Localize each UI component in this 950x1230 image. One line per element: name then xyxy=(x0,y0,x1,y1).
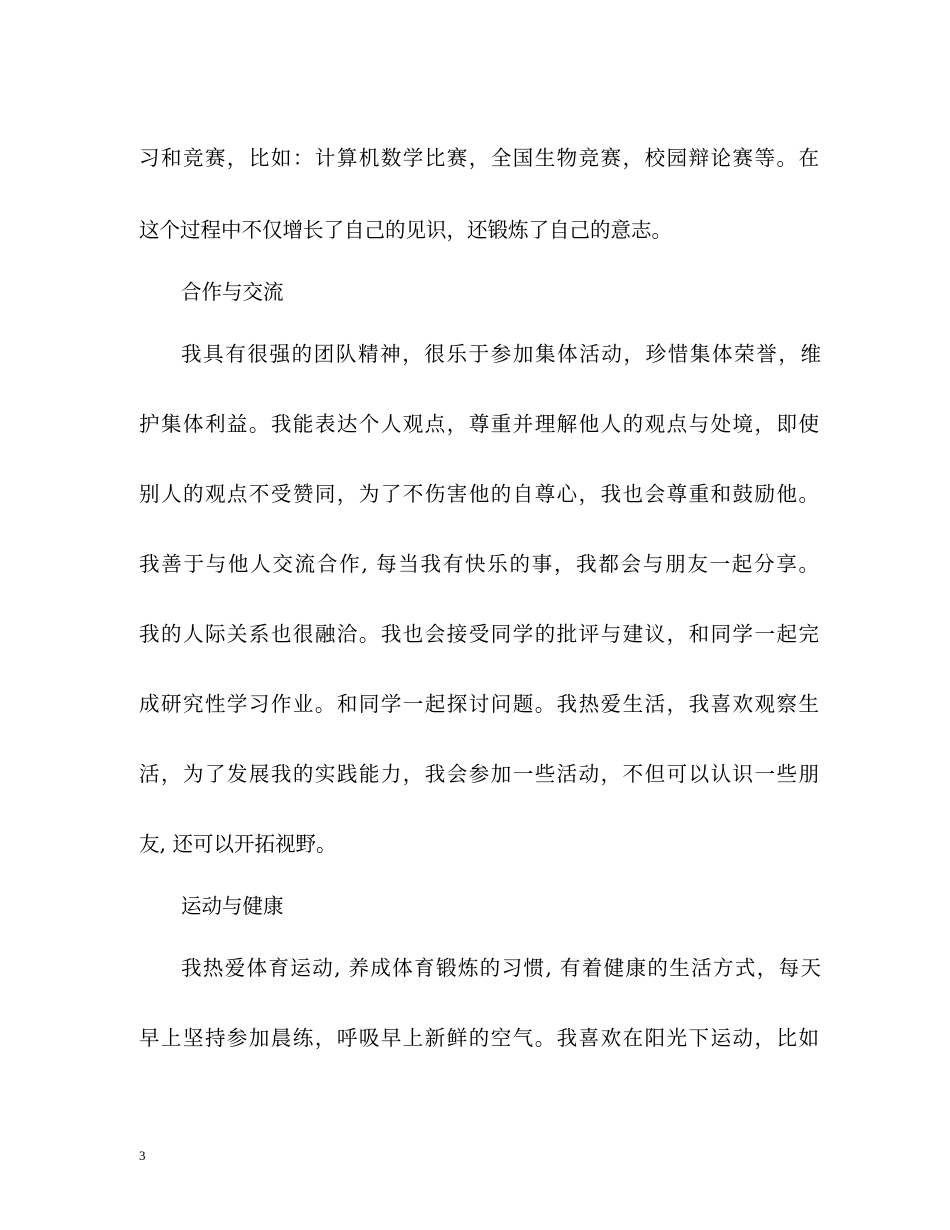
text-line: 早上坚持参加晨练，呼吸早上新鲜的空气。我喜欢在阳光下运动，比如 xyxy=(139,1026,819,1050)
text-line: 护集体利益。我能表达个人观点，尊重并理解他人的观点与处境，即使 xyxy=(139,412,819,436)
text-line: 习和竞赛，比如：计算机数学比赛，全国生物竞赛，校园辩论赛等。在 xyxy=(139,146,819,170)
section-heading: 运动与健康 xyxy=(181,894,284,918)
text-line: 我热爱体育运动, 养成体育锻炼的习惯, 有着健康的生活方式，每天 xyxy=(181,956,821,980)
text-line: 我具有很强的团队精神，很乐于参加集体活动，珍惜集体荣誉，维 xyxy=(181,342,821,366)
section-heading: 合作与交流 xyxy=(181,280,284,304)
text-line: 我善于与他人交流合作, 每当我有快乐的事，我都会与朋友一起分享。 xyxy=(139,552,819,576)
text-line: 我的人际关系也很融洽。我也会接受同学的批评与建议，和同学一起完 xyxy=(139,622,819,646)
page-number: 3 xyxy=(139,1148,146,1163)
text-line: 别人的观点不受赞同，为了不伤害他的自尊心，我也会尊重和鼓励他。 xyxy=(139,482,819,506)
text-line: 成研究性学习作业。和同学一起探讨问题。我热爱生活，我喜欢观察生 xyxy=(139,692,819,716)
text-line: 活，为了发展我的实践能力，我会参加一些活动，不但可以认识一些朋 xyxy=(139,762,819,786)
text-line: 友, 还可以开拓视野。 xyxy=(139,832,337,856)
text-line: 这个过程中不仅增长了自己的见识，还锻炼了自己的意志。 xyxy=(139,218,672,242)
